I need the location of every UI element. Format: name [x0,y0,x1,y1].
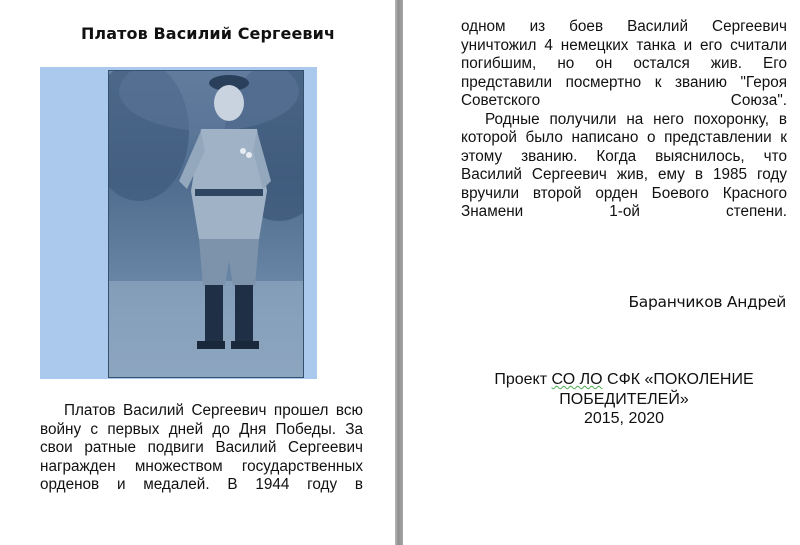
biography-text-continued: одном из боев Василий Сергеевич уничтожил 4 немецких танка и его считали погибшим, но он остался жив. Его представили посмертно к званию "Героя Советского Союза". [461,18,787,109]
project-prefix: Проект [494,371,552,388]
biography-text-start: Платов Василий Сергеевич прошел всю войну с первых дней до Дня Победы. За свои ратные подвиги Василий Сергеевич награжден множеством государственных орденов и медалей. В 1944 году в [40,402,363,493]
right-paragraphs [461,18,787,222]
left-page [0,0,395,545]
project-years: 2015, 2020 [583,410,665,427]
project-rest: СФК «ПОКОЛЕНИЕ ПОБЕДИТЕЛЕЙ» [559,371,754,408]
portrait-photo-icon [108,70,304,378]
author-name: Баранчиков Андрей [628,293,786,311]
left-paragraph [40,402,363,495]
project-abbr: СО ЛО [551,371,603,388]
biography-text-second: Родные получили на него похоронку, в которой было написано о представлении к этому званию. Когда выяснилось, что Василий Сергеевич жив, ему в 1985 году вручили второй орден Боевого Красного Знамени 1-ой степени. [461,110,787,220]
project-credit [460,370,788,429]
page-title: Платов Василий Сергеевич [80,24,336,43]
project-name [460,370,788,409]
page-divider [395,0,403,545]
